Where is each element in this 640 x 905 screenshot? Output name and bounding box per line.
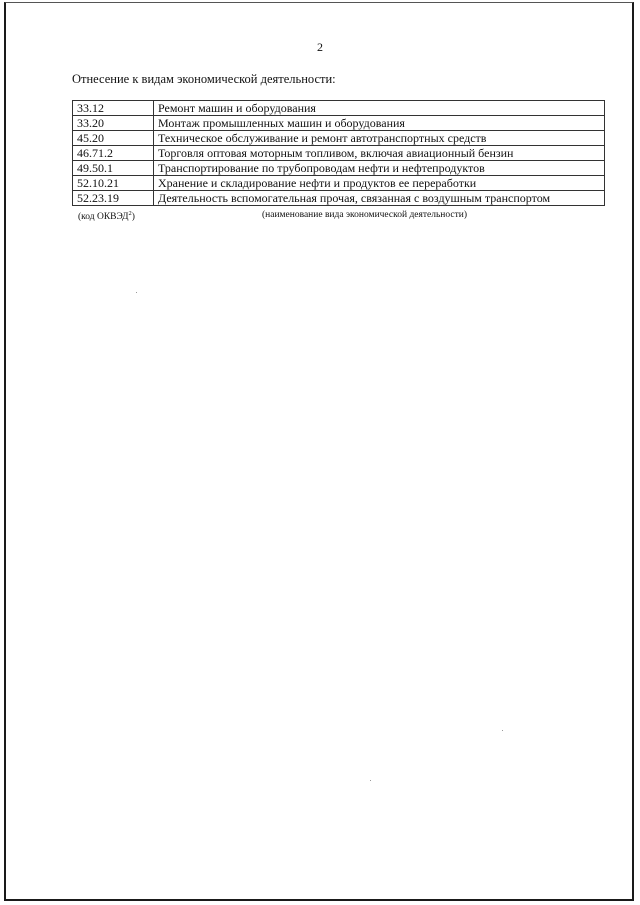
table-row [73,161,605,176]
scan-speck [136,292,137,293]
okved-code-cell: 45.20 [73,131,154,146]
activity-name-cell: Транспортирование по трубопроводам нефти и нефтепродуктов [154,161,605,176]
scan-speck [370,780,371,781]
okved-code-caption [78,210,135,222]
activity-name-cell: Техническое обслуживание и ремонт автотранспортных средств [154,131,605,146]
table-row [73,116,605,131]
footnote-marker: 2 [128,210,132,217]
table-row [73,191,605,206]
table-row [73,131,605,146]
okved-code-cell: 33.12 [73,101,154,116]
table-row [73,146,605,161]
okved-code-cell: 52.10.21 [73,176,154,191]
okved-code-caption-label: (код ОКВЭД [78,212,129,223]
activity-name-cell: Ремонт машин и оборудования [154,101,605,116]
activity-name-cell: Хранение и складирование нефти и продуктов ее переработки [154,176,605,191]
activity-name-cell: Торговля оптовая моторным топливом, включая авиационный бензин [154,146,605,161]
scan-speck [502,730,503,731]
table-row [73,101,605,116]
activity-name-cell: Монтаж промышленных машин и оборудования [154,116,605,131]
activity-name-cell: Деятельность вспомогательная прочая, связанная с воздушным транспортом [154,191,605,206]
table-row [73,176,605,191]
okved-code-cell: 46.71.2 [73,146,154,161]
okved-code-cell: 49.50.1 [73,161,154,176]
page-number: 2 [317,40,323,54]
section-title: Отнесение к видам экономической деятельности: [72,72,336,86]
okved-code-caption-close: ) [131,212,135,223]
okved-code-cell: 33.20 [73,116,154,131]
activity-name-caption: (наименование вида экономической деятельности) [262,210,467,220]
okved-code-cell: 52.23.19 [73,191,154,206]
okved-table [72,100,605,206]
